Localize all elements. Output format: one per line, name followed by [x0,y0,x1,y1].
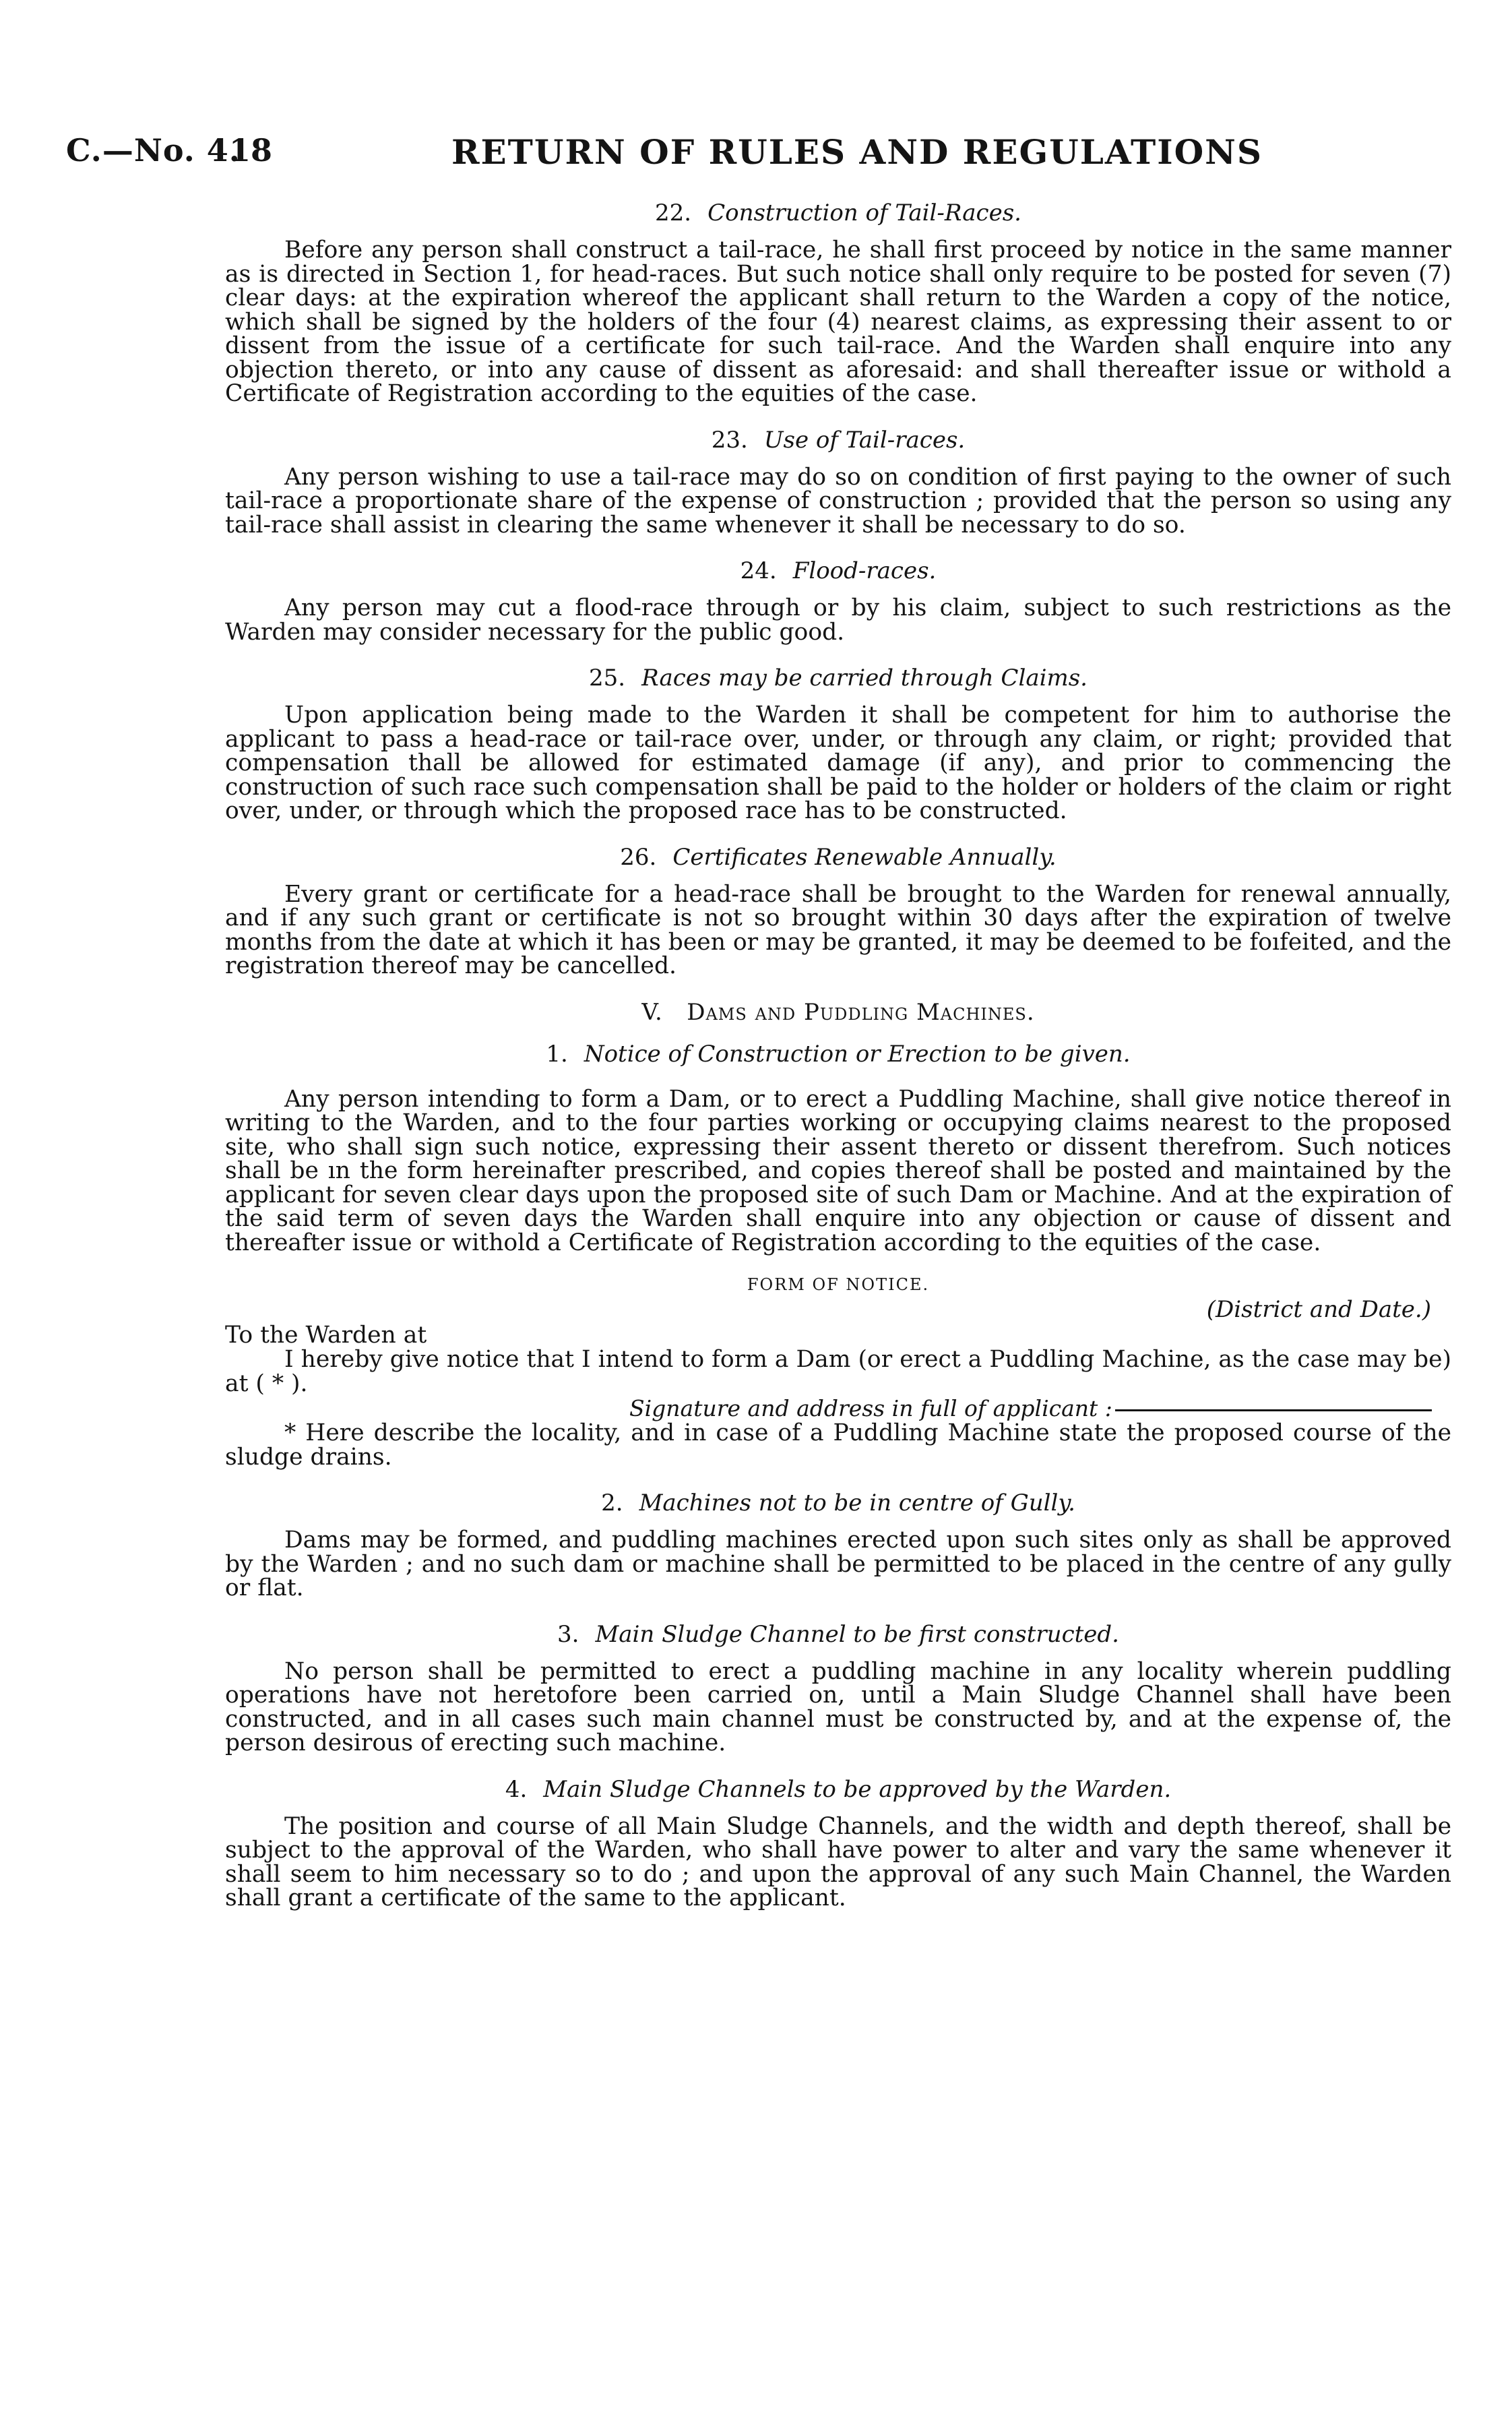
section-number: 25. [589,665,626,692]
district-date: (District and Date.) [1206,1296,1431,1323]
section-title: Machines not to be in centre of Gully. [639,1490,1075,1516]
document-body [225,197,1451,1911]
page-number: 18 [229,132,273,168]
form-addressee: To the Warden at [225,1322,427,1349]
paragraph-text: No person shall be permitted to erect a puddling machine in any locality wherein puddling operations have not heretofore been carried on, until a Main Sludge Channel shall have been constructed, and in all cases such main channel must be constructed by, and at the expense of, the person desirous of erecting such machine. [225,1657,1451,1756]
section-number: 2. [601,1490,623,1516]
section-paragraph [225,880,1451,979]
form-notice-text [225,1348,1451,1396]
section-number: 23. [711,426,748,454]
section-title: Flood-races. [792,557,937,584]
signature-label: Signature and address in full of applicant : [629,1395,1112,1421]
section-paragraph [225,1085,1451,1256]
notice-text: I hereby give notice that I intend to form a Dam (or erect a Puddling Machine, as the case may be) at ( * ). [225,1346,1451,1397]
part-numeral: V. [641,998,663,1026]
section-title: Races may be carried through Claims. [641,665,1088,692]
section-number: 1. [546,1040,568,1068]
section-title: Construction of Tail-Races. [707,200,1021,226]
paragraph-text: Any person intending to form a Dam, or to erect a Puddling Machine, shall give notice thereof in writing to the Warden, and to the four parties working or occupying claims nearest to the proposed site, who shall sign such notice, expressing their assent thereto or dissent therefrom. Such notices shall be ın the form hereinafter prescribed, and copies thereof shall be posted and maintained by the applicant for seven clear days upon the proposed site of such Dam or Machine. And at the expiration of the said term of seven days the Warden shall enquire into any objection or cause of dissent and thereafter issue or withold a Certificate of Registration according to the equities of the case. [225,1085,1451,1256]
section-heading [225,197,1451,229]
document-reference: C.—No. 4. [66,132,241,168]
footnote-text: * Here describe the locality, and in case of a Puddling Machine state the proposed course of the sludge drains. [225,1419,1451,1471]
form-footnote [225,1421,1451,1469]
page-title: RETURN OF RULES AND REGULATIONS [451,132,1263,172]
section-title: Use of Tail-races. [763,426,966,454]
section-heading [225,1773,1451,1806]
section-paragraph [225,596,1451,644]
paragraph-text: The position and course of all Main Sludge Channels, and the width and depth thereof, shall be subject to the approval of the Warden, who shall have power to alter and vary the same whenever it shall seem to him necessary so to do ; and upon the approval of any such Main Channel, the Warden shall grant a certificate of the same to the applicant. [225,1812,1451,1911]
section-heading [225,555,1451,587]
section-heading [225,1038,1451,1070]
section-heading [225,1618,1451,1651]
page-header [0,132,1512,179]
section-title: Main Sludge Channel to be first constructed. [595,1620,1119,1648]
part-title: Dams and Puddling Machines. [687,998,1035,1026]
section-paragraph [225,1657,1451,1756]
section-paragraph [225,463,1451,539]
paragraph-text: Upon application being made to the Warden it shall be competent for him to authorise the applicant to pass a head-race or tail-race over, under, or through any claim, or right; provided that compensation thall be allowed for estimated damage (if any), and prior to commencing the construction of such race such compensation shall be paid to the holder or holders of the claim or right over, under, or through which the proposed race has to be constructed. [225,702,1451,824]
paragraph-text: Any person wishing to use a tail-race may do so on condition of first paying to the owner of such tail-race a proportionate share of the expense of construction ; provided that the person so using any tail-race shall assist in clearing the same whenever it shall be necessary to do so. [225,463,1451,539]
form-title: FORM OF NOTICE. [747,1275,930,1294]
paragraph-text: Dams may be formed, and puddling machines erected upon such sites only as shall be approved by the Warden ; and no such dam or machine shall be permitted to be placed in the centre of any gully or flat. [225,1527,1451,1601]
paragraph-text: Before any person shall construct a tail-race, he shall first proceed by notice in the same manner as is directed in Section 1, for head-races. But such notice shall only require to be posted for seven (7) clear days: at the expiration whereof the applicant shall return to the Warden a copy of the notice, which shall be signed by the holders of the four (4) nearest claims, as expressing their assent to or dissent from the issue of a certificate for such tail-race. And the Warden shall enquire into any objection thereto, or into any cause of dissent as aforesaid: and shall thereafter issue or withold a Certificate of Registration according to the equities of the case. [225,237,1451,407]
section-title: Certificates Renewable Annually. [672,843,1057,871]
section-title: Main Sludge Channels to be approved by the Warden. [543,1775,1172,1803]
section-number: 3. [557,1620,579,1648]
form-signature-line [225,1396,1451,1421]
section-paragraph [225,704,1451,824]
section-paragraph [225,1812,1451,1911]
section-number: 26. [620,843,657,871]
signature-rule [1115,1409,1432,1411]
section-number: 22. [655,200,692,226]
section-number: 24. [740,557,777,584]
section-heading [225,662,1451,694]
part-heading [225,996,1451,1029]
paragraph-text: Every grant or certificate for a head-race shall be brought to the Warden for renewal annually, and if any such grant or certificate is not so brought within 30 days after the expiration of twelve months from the date at which it has been or may be granted, it may be deemed to be foıfeited, and the registration thereof may be cancelled. [225,880,1451,979]
section-title: Notice of Construction or Erection to be given. [584,1040,1131,1068]
section-paragraph [225,1529,1451,1601]
paragraph-text: Any person may cut a flood-race through or by his claim, subject to such restrictions as the Warden may consider necessary for the public good. [225,594,1451,646]
section-heading [225,424,1451,456]
section-heading [225,841,1451,873]
section-paragraph [225,239,1451,406]
section-number: 4. [505,1775,528,1803]
section-heading [225,1487,1451,1519]
